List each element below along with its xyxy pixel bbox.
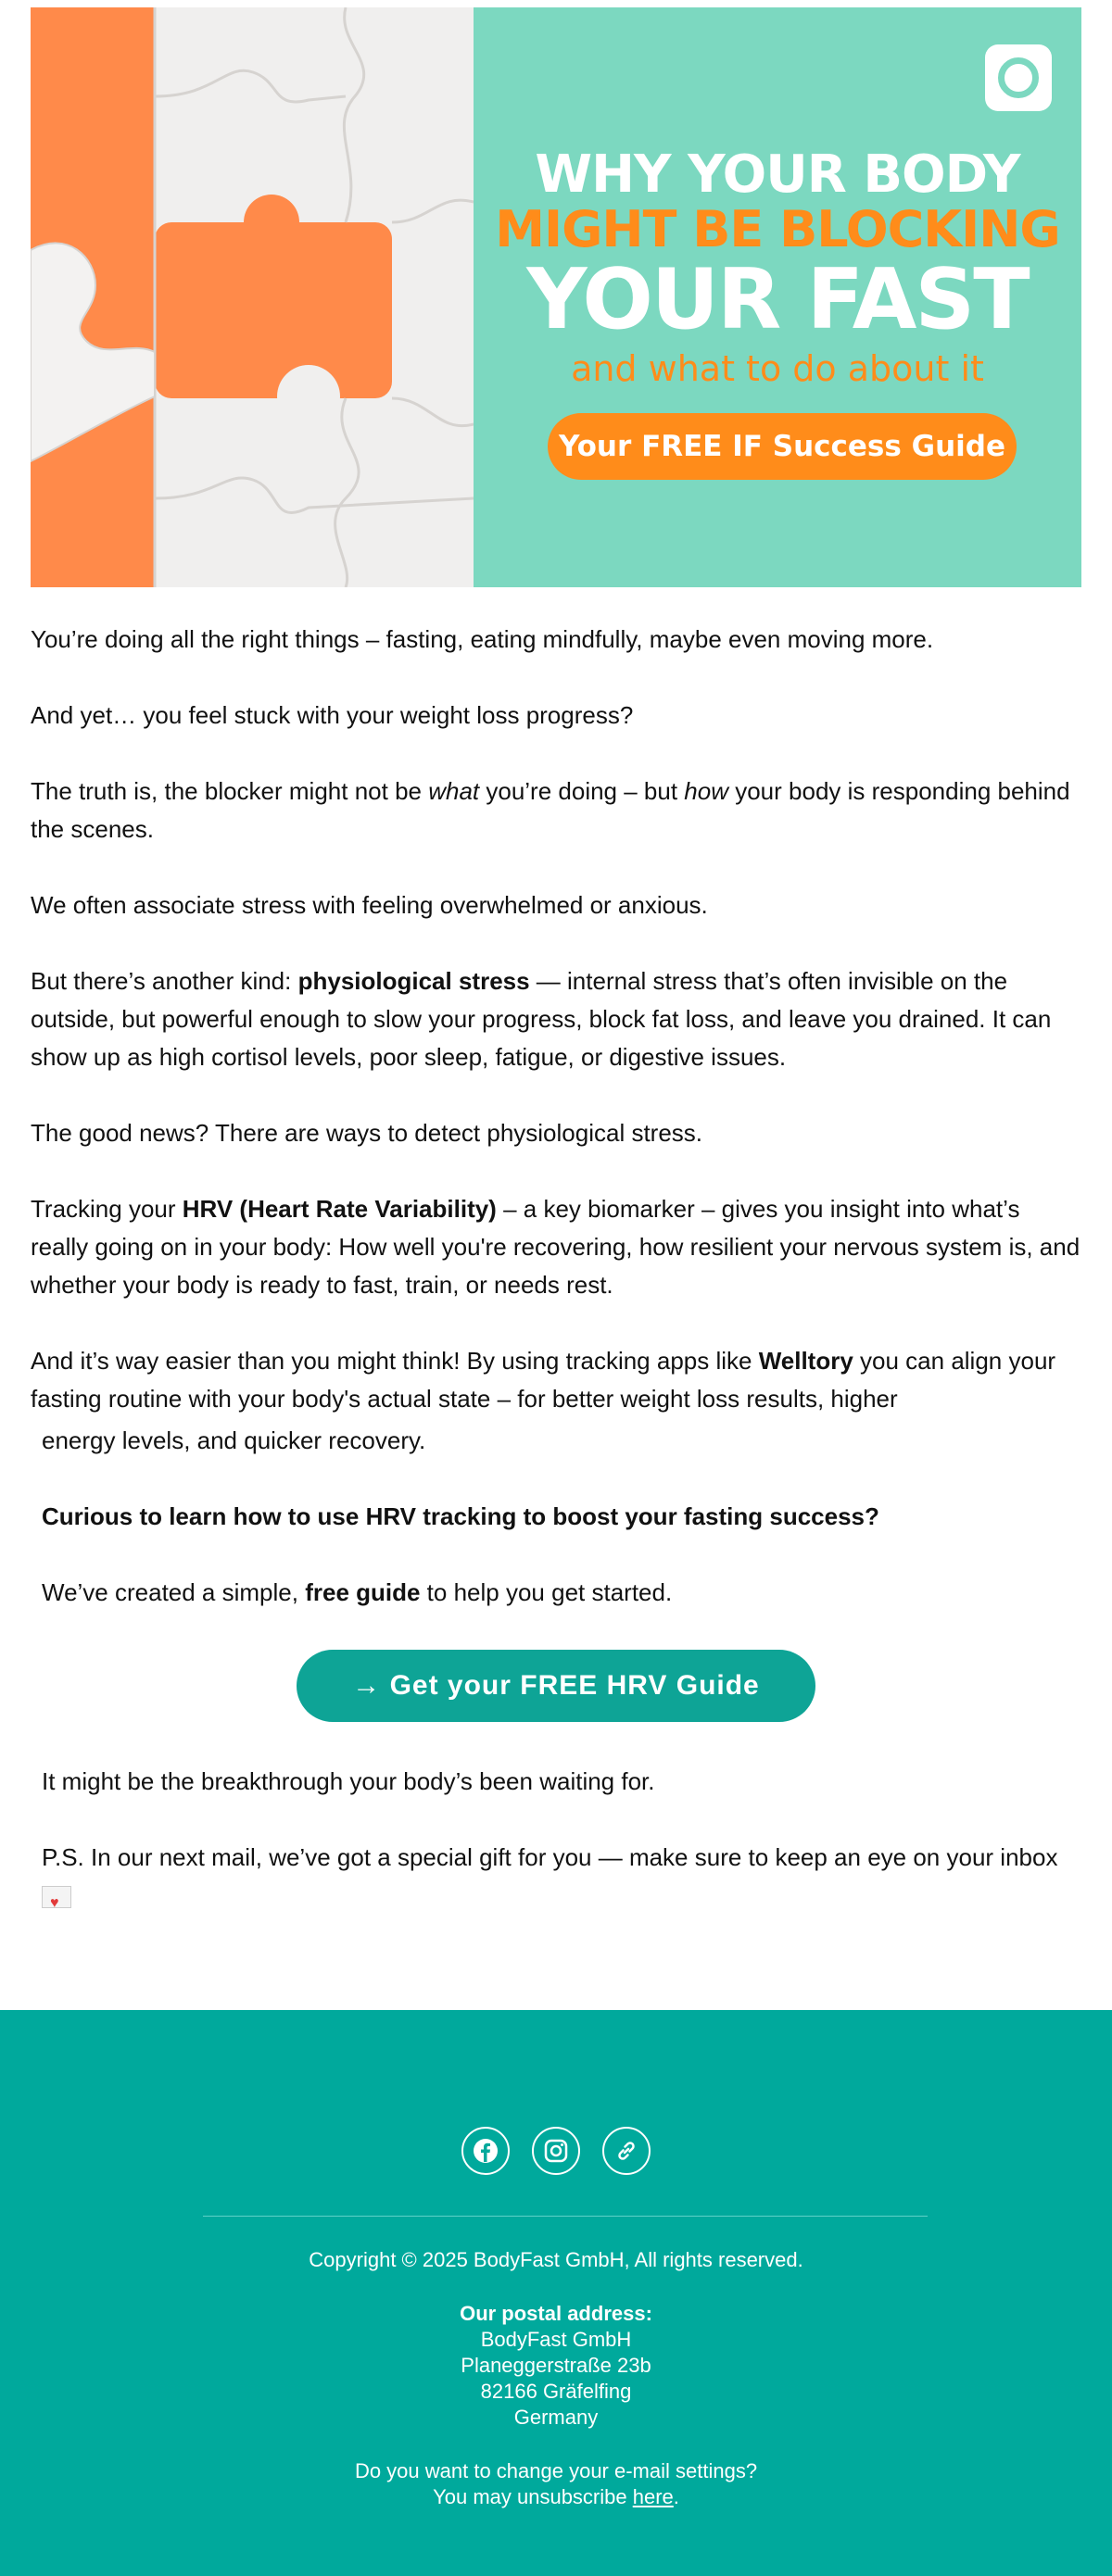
paragraph-7: Tracking your HRV (Heart Rate Variability) – a key biomarker – gives you insight into what’s really going on in your body: How well you're recovering, how resilient your nervous system is, and whether your body is ready to fast, train, or needs rest. [31, 1195, 1080, 1299]
email-settings: Do you want to change your e-mail settings? You may unsubscribe here. [0, 2458, 1112, 2510]
hero-title-line-2: MIGHT BE BLOCKING [495, 200, 1060, 258]
hero-title-line-1: WHY YOUR BODY [535, 145, 1020, 205]
paragraph-breakthrough: It might be the breakthrough your body’s been waiting for. [42, 1767, 655, 1795]
footer [0, 2010, 1112, 2576]
puzzle-image [31, 7, 474, 587]
instagram-icon[interactable] [532, 2127, 580, 2175]
paragraph-ps: P.S. In our next mail, we’ve got a special gift for you — make sure to keep an eye on your inbox ♥ [31, 1839, 1081, 1915]
address-line: 82166 Gräfelfing [480, 2380, 632, 2403]
paragraph-6: The good news? There are ways to detect physiological stress. [31, 1119, 703, 1147]
love-letter-icon [42, 1886, 71, 1908]
postal-address [0, 2301, 1112, 2431]
paragraph-4: We often associate stress with feeling overwhelmed or anxious. [31, 891, 708, 919]
unsubscribe-link[interactable]: here [632, 2485, 674, 2508]
address-line: Planeggerstraße 23b [461, 2354, 651, 2377]
link-icon[interactable] [602, 2127, 651, 2175]
paragraph-1: You’re doing all the right things – fasting, eating mindfully, maybe even moving more. [31, 625, 934, 653]
facebook-icon[interactable] [461, 2127, 510, 2175]
copyright-text: Copyright © 2025 BodyFast GmbH, All rights reserved. [309, 2248, 803, 2271]
address-line: Germany [513, 2406, 599, 2429]
address-line: BodyFast GmbH [480, 2328, 632, 2351]
paragraph-question: Curious to learn how to use HRV tracking to boost your fasting success? [42, 1502, 879, 1530]
hrv-guide-button[interactable]: → Get your FREE HRV Guide [297, 1650, 815, 1722]
address-title: Our postal address: [460, 2302, 652, 2325]
puzzle-lines [31, 7, 474, 587]
paragraph-2: And yet… you feel stuck with your weight loss progress? [31, 701, 634, 729]
hero-subtitle: and what to do about it [571, 348, 984, 389]
hero-title-line-3: YOUR FAST [526, 251, 1029, 348]
settings-question: Do you want to change your e-mail settings? [354, 2459, 758, 2482]
hero-guide-pill[interactable]: Your FREE IF Success Guide [548, 413, 1017, 480]
paragraph-8: And it’s way easier than you might think! By using tracking apps like Welltory you can align your fasting routine with your body's actual state – for better weight loss results, higher [31, 1347, 1056, 1413]
paragraph-3: The truth is, the blocker might not be what you’re doing – but how your body is responding behind the scenes. [31, 777, 1070, 843]
paragraph-5: But there’s another kind: physiological stress — internal stress that’s often invisible on the outside, but powerful enough to slow your progress, block fat loss, and leave you drained. It can show up as high cortisol levels, poor sleep, fatigue, or digestive issues. [31, 967, 1052, 1071]
hero-banner[interactable] [31, 7, 1081, 587]
social-links [0, 2127, 1112, 2175]
hero-teal-panel [474, 7, 1081, 587]
welltory-link[interactable]: Welltory [758, 1347, 853, 1375]
email-body [31, 587, 1081, 1915]
paragraph-guide: We’ve created a simple, free guide to help you get started. [42, 1578, 673, 1606]
bodyfast-logo [985, 44, 1052, 111]
footer-divider [203, 2216, 928, 2217]
paragraph-8-continued: energy levels, and quicker recovery. [42, 1426, 426, 1454]
